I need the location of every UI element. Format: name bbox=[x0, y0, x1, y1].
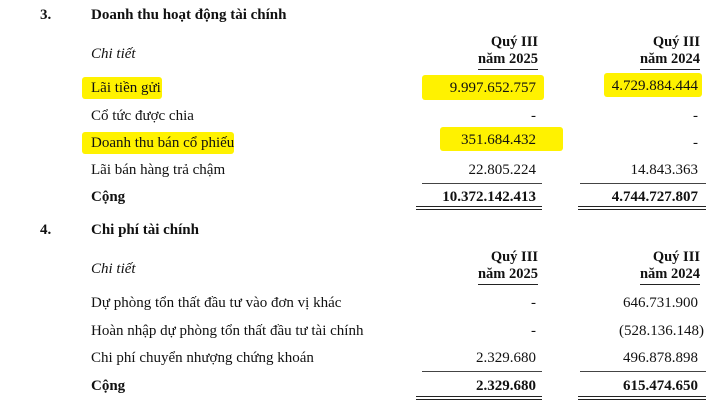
row-value-2024: 646.731.900 bbox=[623, 295, 698, 311]
double-underline bbox=[578, 396, 706, 400]
double-underline bbox=[578, 206, 706, 210]
double-underline bbox=[416, 206, 542, 210]
column-header-line: Quý III bbox=[490, 34, 538, 50]
double-underline bbox=[416, 396, 542, 400]
column-header-q3-2025 bbox=[408, 34, 538, 70]
total-label: Cộng bbox=[91, 189, 126, 205]
row-label: Chi phí chuyển nhượng chứng khoán bbox=[91, 350, 314, 366]
section-number: 4. bbox=[40, 222, 52, 238]
section-title: Doanh thu hoạt động tài chính bbox=[91, 7, 287, 23]
section-title: Chi phí tài chính bbox=[91, 222, 199, 238]
column-header-q3-2024 bbox=[570, 249, 700, 285]
row-value-2025: - bbox=[531, 295, 536, 311]
row-value-2024: 496.878.898 bbox=[623, 350, 698, 366]
column-header-line: năm 2025 bbox=[478, 266, 538, 285]
row-label: Doanh thu bán cổ phiếu bbox=[91, 135, 235, 151]
row-label: Dự phòng tổn thất đầu tư vào đơn vị khác bbox=[91, 295, 342, 311]
column-header-line: Quý III bbox=[652, 34, 700, 50]
column-header-q3-2025 bbox=[408, 249, 538, 285]
subtotal-line bbox=[580, 371, 706, 372]
detail-header: Chi tiết bbox=[91, 261, 136, 277]
section-number: 3. bbox=[40, 7, 52, 23]
row-value-2024: - bbox=[693, 108, 698, 124]
detail-header: Chi tiết bbox=[91, 46, 136, 62]
column-header-line: Quý III bbox=[490, 249, 538, 265]
row-label: Lãi tiền gửi bbox=[91, 80, 161, 96]
column-header-line: năm 2024 bbox=[640, 51, 700, 70]
column-header-line: năm 2025 bbox=[478, 51, 538, 70]
row-value-2024: - bbox=[693, 135, 698, 151]
row-value-2024: 4.729.884.444 bbox=[611, 78, 698, 94]
row-value-2025: 351.684.432 bbox=[461, 132, 536, 148]
column-header-line: năm 2024 bbox=[640, 266, 700, 285]
row-label: Cổ tức được chia bbox=[91, 108, 194, 124]
total-value-2024: 4.744.727.807 bbox=[611, 189, 698, 205]
total-label: Cộng bbox=[91, 378, 126, 394]
row-value-2025: 9.997.652.757 bbox=[449, 80, 536, 96]
subtotal-line bbox=[422, 371, 542, 372]
row-value-2025: 2.329.680 bbox=[476, 350, 536, 366]
subtotal-line bbox=[422, 183, 542, 184]
subtotal-line bbox=[580, 183, 706, 184]
total-value-2024: 615.474.650 bbox=[623, 378, 698, 394]
row-value-2024: 14.843.363 bbox=[630, 162, 698, 178]
row-value-2025: 22.805.224 bbox=[468, 162, 536, 178]
row-value-2025: - bbox=[531, 323, 536, 339]
row-label: Lãi bán hàng trả chậm bbox=[91, 162, 226, 178]
total-value-2025: 10.372.142.413 bbox=[442, 189, 536, 205]
row-value-2024: (528.136.148) bbox=[619, 323, 704, 339]
column-header-q3-2024 bbox=[570, 34, 700, 70]
row-label: Hoàn nhập dự phòng tổn thất đầu tư tài chính bbox=[91, 323, 364, 339]
total-value-2025: 2.329.680 bbox=[476, 378, 536, 394]
column-header-line: Quý III bbox=[652, 249, 700, 265]
row-value-2025: - bbox=[531, 108, 536, 124]
